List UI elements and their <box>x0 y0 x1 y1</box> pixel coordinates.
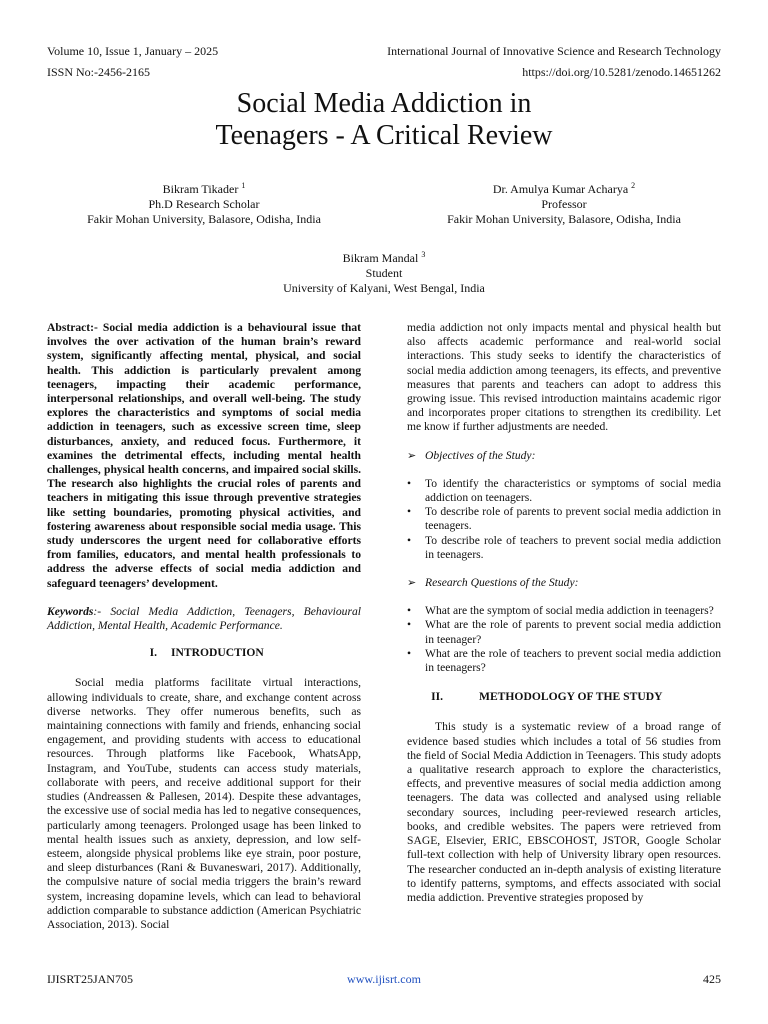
keywords <box>47 605 361 633</box>
author-3-affiliation: University of Kalyani, West Bengal, India <box>283 281 485 295</box>
author-1-affiliation: Fakir Mohan University, Balasore, Odisha, India <box>87 212 321 226</box>
title-line-2: Teenagers - A Critical Review <box>215 120 553 151</box>
bullet-dot-icon: • <box>407 618 412 632</box>
keywords-text: :- Social Media Addiction, Teenagers, Behavioural Addiction, Mental Health, Academic Performance. <box>47 604 361 633</box>
question-3: What are the role of teachers to prevent social media addiction in teenagers? <box>425 646 721 675</box>
objectives-heading <box>407 449 721 463</box>
question-2: What are the role of parents to prevent social media addiction in teenager? <box>425 618 721 646</box>
objectives-list <box>407 477 721 562</box>
author-1-name: Bikram Tikader <box>162 182 239 196</box>
doi-link[interactable]: https://doi.org/10.5281/zenodo.14651262 <box>522 65 721 79</box>
author-3-role: Student <box>365 266 403 280</box>
section-title: INTRODUCTION <box>171 646 264 660</box>
volume-info: Volume 10, Issue 1, January – 2025 <box>47 44 219 58</box>
section-title: METHODOLOGY OF THE STUDY <box>479 690 663 704</box>
bullet-dot-icon: • <box>407 646 412 660</box>
author-block-3 <box>0 251 768 296</box>
arrow-bullet-icon: ➢ <box>407 449 417 462</box>
abstract: Abstract:- Social media addiction is a behavioural issue that involves the over activation of the human brain’s reward system, significantly affecting mental, physical, and social health. This addiction is particularly prevalent among teenagers, impacting their academic performance, interpersonal relationships, and overall well-being. The study explores the characteristics and symptoms of social media addiction in teenagers, such as excessive screen time, sleep disturbances, anxiety, and reduced focus. Furthermore, it examines the detrimental effects, including mental health challenges, physical health concerns, and impaired social skills. The research also highlights the crucial roles of parents and teachers in mitigating this issue through preventive strategies like setting boundaries, promoting physical activities, and fostering awareness about responsible social media usage. This study underscores the urgent need for collaborative efforts from families, educators, and mental health professionals to address the adverse effects of social media addiction and safeguard teenagers’ development. <box>47 321 361 590</box>
title-line-1: Social Media Addiction in <box>236 88 532 119</box>
list-item <box>407 618 721 646</box>
author-name <box>0 251 768 266</box>
list-item <box>407 604 721 618</box>
author-1-sup: 1 <box>241 181 246 190</box>
author-name <box>47 182 361 197</box>
introduction-paragraph: Social media platforms facilitate virtual interactions, allowing individuals to create, share, and exchange content across diverse networks. They offer numerous benefits, such as maintaining connections with family and friends, enhancing social engagement, and providing students with access to educational resources. Through platforms like Facebook, WhatsApp, Instagram, and YouTube, students can access study materials, collaborate with peers, and receive additional support for their studies (Andreassen & Pallesen, 2014). Despite these advantages, the excessive use of social media has led to negative consequences, particularly among teenagers. Prolonged usage has been linked to mental health issues such as anxiety, depression, and low self-esteem, alongside physical problems like eye strain, poor posture, and sleep disturbances (Rani & Buvaneswari, 2017). Additionally, the compulsive nature of social media triggers the brain’s reward system, increasing dopamine levels, which can lead to behavioral addiction comparable to substance addiction (American Psychiatric Association, 2013). Social <box>47 676 361 931</box>
methodology-paragraph: This study is a systematic review of a broad range of evidence based studies which includes a total of 56 studies from the field of Social Media Addiction in Teenagers. This study adopts a qualitative research approach to explore the characteristics, effects, and preventive measures of social media addiction among teenagers. The data was collected and analysed using reliable secondary sources, including peer-reviewed research articles, books, and credible websites. The papers were retrieved from SAGE, Elsevier, ERIC, EBSCOHOST, JSTOR, Google Scholar full-text collection with help of University library open resources. The researcher conducted an in-depth analysis of existing literature to identify patterns, symptoms, and effects associated with social media addiction. Preventive strategies proposed by <box>407 720 721 904</box>
research-questions-list <box>407 604 721 675</box>
author-3-sup: 3 <box>421 250 426 259</box>
section-heading-introduction <box>47 646 361 660</box>
right-column <box>407 321 721 905</box>
issn: ISSN No:-2456-2165 <box>47 65 151 79</box>
paper-id: IJISRT25JAN705 <box>47 972 133 986</box>
author-2-role: Professor <box>541 197 587 211</box>
author-2-sup: 2 <box>631 181 636 190</box>
arrow-bullet-icon: ➢ <box>407 577 417 590</box>
research-questions-heading <box>407 576 721 590</box>
objectives-heading-text: Objectives of the Study: <box>425 448 536 462</box>
author-block-2 <box>407 182 721 227</box>
journal-name: International Journal of Innovative Science and Research Technology <box>387 44 721 58</box>
objective-3: To describe role of teachers to prevent social media addiction in teenagers. <box>425 533 721 561</box>
list-item <box>407 534 721 562</box>
introduction-continuation: media addiction not only impacts mental and physical health but also affects academic performance and real-world social interactions. This study seeks to identify the characteristics of social media addiction among teenagers, its effects, and preventive measures that parents and teachers can adopt to address this growing issue. This revised introduction maintains academic rigor and incorporates proper citations to strengthen its credibility. Let me know if further adjustments are needed. <box>407 321 721 434</box>
section-number: I. <box>149 646 157 660</box>
paper-title <box>0 88 768 152</box>
list-item <box>407 505 721 533</box>
left-column <box>47 321 361 932</box>
page-number: 425 <box>703 972 721 986</box>
bullet-dot-icon: • <box>407 476 412 490</box>
objective-2: To describe role of parents to prevent social media addiction in teenagers. <box>425 505 721 533</box>
author-2-name: Dr. Amulya Kumar Acharya <box>492 182 629 196</box>
journal-website-link[interactable]: www.ijisrt.com <box>347 972 421 986</box>
bullet-dot-icon: • <box>407 505 412 519</box>
author-3-name: Bikram Mandal <box>342 251 419 265</box>
bullet-dot-icon: • <box>407 604 412 618</box>
research-questions-heading-text: Research Questions of the Study: <box>425 576 579 590</box>
author-1-role: Ph.D Research Scholar <box>148 197 260 211</box>
objective-1: To identify the characteristics or symptoms of social media addiction on teenagers. <box>425 476 721 505</box>
author-block-1 <box>47 182 361 227</box>
section-heading-methodology <box>407 690 721 704</box>
author-name <box>407 182 721 197</box>
list-item <box>407 647 721 675</box>
list-item <box>407 477 721 505</box>
question-1: What are the symptom of social media addiction in teenagers? <box>425 604 714 618</box>
keywords-label: Keywords <box>47 604 94 618</box>
author-2-affiliation: Fakir Mohan University, Balasore, Odisha, India <box>447 212 681 226</box>
section-number: II. <box>431 690 443 704</box>
bullet-dot-icon: • <box>407 533 412 547</box>
